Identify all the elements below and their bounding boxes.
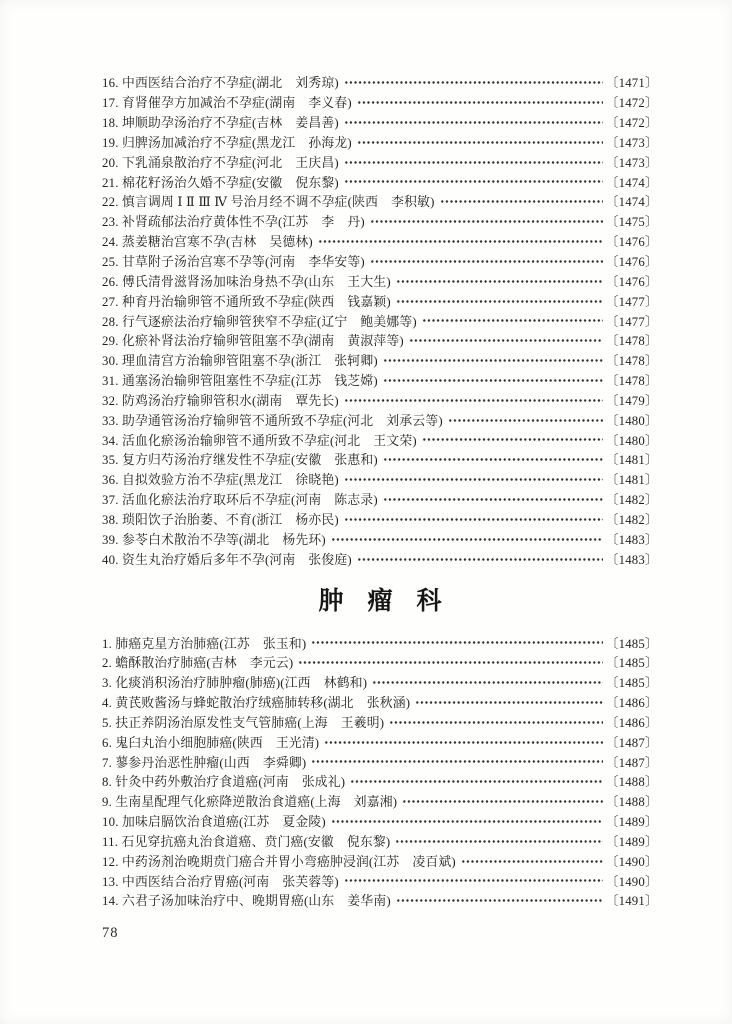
toc-entry [102,692,658,712]
entry-page-number: 〔1485〕 [605,656,658,671]
dot-leader [344,512,603,525]
toc-entry [102,811,658,831]
toc-entry [102,528,658,548]
dot-leader [331,532,603,545]
toc-entry [102,112,658,132]
entry-label: 31. 通塞汤治输卵管阻塞性不孕症(江苏 钱芝嫦) [102,374,378,389]
entry-page-number: 〔1490〕 [605,874,658,889]
toc-entry [102,72,658,92]
entry-page-number: 〔1491〕 [605,894,658,909]
entry-page-number: 〔1472〕 [605,96,658,111]
entry-page-number: 〔1481〕 [605,473,658,488]
entry-page-number: 〔1483〕 [605,552,658,567]
dot-leader [344,393,603,406]
entry-page-number: 〔1478〕 [605,354,658,369]
toc-entry [102,632,658,652]
toc-entry [102,870,658,890]
dot-leader [370,214,603,227]
entry-label: 1. 肺癌克星方治肺癌(江苏 张玉和) [102,636,307,651]
dot-leader [344,874,603,887]
entry-label: 17. 育肾催孕方加减治不孕症(湖南 李义春) [102,96,352,111]
entry-page-number: 〔1487〕 [605,755,658,770]
toc-entry [102,92,658,112]
dot-leader [402,794,602,807]
entry-page-number: 〔1488〕 [605,795,658,810]
entry-label: 33. 助孕通管汤治疗输卵管不通所致不孕症(河北 刘承云等) [102,413,443,428]
entry-label: 6. 鬼臼丸治小细胞肺癌(陕西 王光清) [102,735,320,750]
toc-entry [102,350,658,370]
entry-label: 35. 复方归芍汤治疗继发性不孕症(安徽 张惠和) [102,453,378,468]
toc-entry [102,890,658,910]
toc-entry [102,672,658,692]
entry-page-number: 〔1478〕 [605,334,658,349]
entry-label: 26. 傅氏清骨滋肾汤加味治身热不孕(山东 王大生) [102,274,391,289]
entry-label: 18. 坤顺助孕汤治疗不孕症(吉林 姜昌善) [102,116,339,131]
entry-page-number: 〔1474〕 [605,175,658,190]
entry-page-number: 〔1475〕 [605,215,658,230]
entry-label: 3. 化痰消积汤治疗肺肿瘤(肺癌)(江西 林鹤和) [102,676,368,691]
dot-leader [357,135,603,148]
toc-entry [102,751,658,771]
dot-leader [440,195,603,208]
entry-label: 5. 扶正养阴汤治原发性支气管肺癌(上海 王羲明) [102,715,385,730]
dot-leader [331,814,603,827]
entry-page-number: 〔1477〕 [605,294,658,309]
entry-label: 34. 活血化瘀汤治输卵管不通所致不孕症(河北 王文荣) [102,433,417,448]
entry-page-number: 〔1477〕 [605,314,658,329]
dot-leader [383,353,603,366]
toc-entry [102,171,658,191]
entry-page-number: 〔1489〕 [605,815,658,830]
dot-leader [344,155,603,168]
entry-label: 40. 资生丸治疗婚后多年不孕(河南 张俊庭) [102,552,352,567]
dot-leader [395,834,602,847]
entry-label: 8. 针灸中药外敷治疗食道癌(河南 张成礼) [102,775,346,790]
dot-leader [396,294,603,307]
dot-leader [344,175,603,188]
toc-entry [102,151,658,171]
dot-leader [344,76,603,89]
dot-leader [448,413,603,426]
entry-page-number: 〔1474〕 [605,195,658,210]
entry-page-number: 〔1480〕 [605,413,658,428]
dot-leader [311,636,602,649]
dot-leader [357,95,603,108]
entry-page-number: 〔1476〕 [605,274,658,289]
dot-leader [344,115,603,128]
entry-label: 39. 参苓白术散治不孕等(湖北 杨先环) [102,532,326,547]
toc-entry [102,771,658,791]
entry-page-number: 〔1480〕 [605,433,658,448]
entry-label: 38. 琐阳饮子治胎萎、不育(浙江 杨亦民) [102,512,339,527]
entry-label: 10. 加味启膈饮治食道癌(江苏 夏金陵) [102,815,326,830]
entry-label: 14. 六君子汤加味治疗中、晚期胃癌(山东 姜华南) [102,894,391,909]
toc-entry [102,850,658,870]
toc-entry [102,211,658,231]
dot-leader [383,492,603,505]
entry-label: 19. 归脾汤加减治疗不孕症(黑龙江 孙海龙) [102,135,352,150]
entry-label: 27. 种育丹治输卵管不通所致不孕症(陕西 钱嘉颖) [102,294,391,309]
entry-page-number: 〔1476〕 [605,235,658,250]
entry-page-number: 〔1485〕 [605,636,658,651]
entry-page-number: 〔1482〕 [605,493,658,508]
toc-entry [102,290,658,310]
entry-label: 12. 中药汤剂治晚期贲门癌合并胃小弯癌肿浸润(江苏 凌百斌) [102,854,456,869]
entry-page-number: 〔1488〕 [605,775,658,790]
entry-page-number: 〔1473〕 [605,155,658,170]
toc-entry [102,251,658,271]
entry-page-number: 〔1483〕 [605,532,658,547]
dot-leader [409,333,603,346]
entry-page-number: 〔1485〕 [605,676,658,691]
toc-entry [102,370,658,390]
dot-leader [357,552,603,565]
entry-page-number: 〔1482〕 [605,512,658,527]
toc-entry [102,652,658,672]
toc-entry [102,330,658,350]
entry-page-number: 〔1486〕 [605,715,658,730]
entry-page-number: 〔1471〕 [605,76,658,91]
entry-label: 25. 甘草附子汤治宫寒不孕等(河南 李华安等) [102,255,365,270]
toc-entry [102,191,658,211]
toc-entry [102,409,658,429]
entry-label: 29. 化瘀补肾法治疗输卵管阻塞不孕(湖南 黄淑萍等) [102,334,404,349]
entry-page-number: 〔1473〕 [605,135,658,150]
toc-entry [102,270,658,290]
toc-entry [102,831,658,851]
dot-leader [298,655,602,668]
entry-label: 22. 慎言调周 Ⅰ Ⅱ Ⅲ Ⅳ 号治月经不调不孕症(陕西 李积敏) [102,195,435,210]
entry-label: 11. 石见穿抗癌丸治食道癌、贲门癌(安徽 倪东黎) [102,834,391,849]
toc-entry [102,489,658,509]
dot-leader [383,373,603,386]
entry-page-number: 〔1487〕 [605,735,658,750]
entry-label: 36. 自拟效验方治不孕症(黑龙江 徐晓艳) [102,473,339,488]
toc-entry [102,449,658,469]
entry-label: 37. 活血化瘀法治疗取环后不孕症(河南 陈志录) [102,493,378,508]
dot-leader [415,695,602,708]
entry-label: 30. 理血清宫方治输卵管阻塞不孕(浙江 张轲卿) [102,354,378,369]
dot-leader [372,675,602,688]
entry-page-number: 〔1478〕 [605,374,658,389]
toc-entry [102,509,658,529]
dot-leader [396,894,603,907]
dot-leader [344,472,603,485]
toc-entry [102,429,658,449]
entry-page-number: 〔1476〕 [605,255,658,270]
entry-page-number: 〔1481〕 [605,453,658,468]
dot-leader [324,735,602,748]
dot-leader [396,274,603,287]
dot-leader [422,433,603,446]
entry-page-number: 〔1490〕 [605,854,658,869]
entry-label: 20. 下乳涌泉散治疗不孕症(河北 王庆昌) [102,155,339,170]
entry-label: 28. 行气逐瘀法治疗输卵管狭窄不孕症(辽宁 鲍美娜等) [102,314,417,329]
toc-entry [102,711,658,731]
entry-label: 2. 蟾酥散治疗肺癌(吉林 李元云) [102,656,294,671]
toc-entry [102,469,658,489]
toc-entry [102,310,658,330]
entry-label: 9. 生南星配理气化瘀降逆散治食道癌(上海 刘嘉湘) [102,795,398,810]
entry-page-number: 〔1479〕 [605,393,658,408]
toc-entry [102,731,658,751]
entry-label: 7. 蓼参丹治恶性肿瘤(山西 李舜卿) [102,755,307,770]
toc-entry [102,548,658,568]
entry-label: 23. 补肾疏郁法治疗黄体性不孕(江苏 李 丹) [102,215,365,230]
folio-page-number: 78 [102,924,119,941]
dot-leader [370,254,603,267]
toc-entry [102,132,658,152]
dot-leader [461,854,603,867]
dot-leader [422,314,603,327]
entry-label: 16. 中西医结合治疗不孕症(湖北 刘秀琼) [102,76,339,91]
entry-label: 32. 防鸡汤治疗输卵管积水(湖南 覃先长) [102,393,339,408]
entry-label: 21. 棉花籽汤治久婚不孕症(安徽 倪东黎) [102,175,339,190]
dot-leader [311,755,602,768]
dot-leader [389,715,602,728]
toc-entry [102,791,658,811]
dot-leader [383,453,603,466]
entry-page-number: 〔1472〕 [605,116,658,131]
entry-label: 13. 中西医结合治疗胃癌(河南 张芙蓉等) [102,874,339,889]
section-heading: 肿瘤科 [318,588,466,616]
toc-entry [102,231,658,251]
dot-leader [350,775,602,788]
entry-page-number: 〔1489〕 [605,834,658,849]
toc-entry [102,390,658,410]
entry-page-number: 〔1486〕 [605,696,658,711]
entry-label: 4. 黄芪败酱汤与蜂蛇散治疗绒癌肺转移(湖北 张秋涵) [102,696,411,711]
dot-leader [318,234,603,247]
toc-list [102,72,658,942]
entry-label: 24. 蒸姜糖治宫寒不孕(吉林 吴德林) [102,235,313,250]
